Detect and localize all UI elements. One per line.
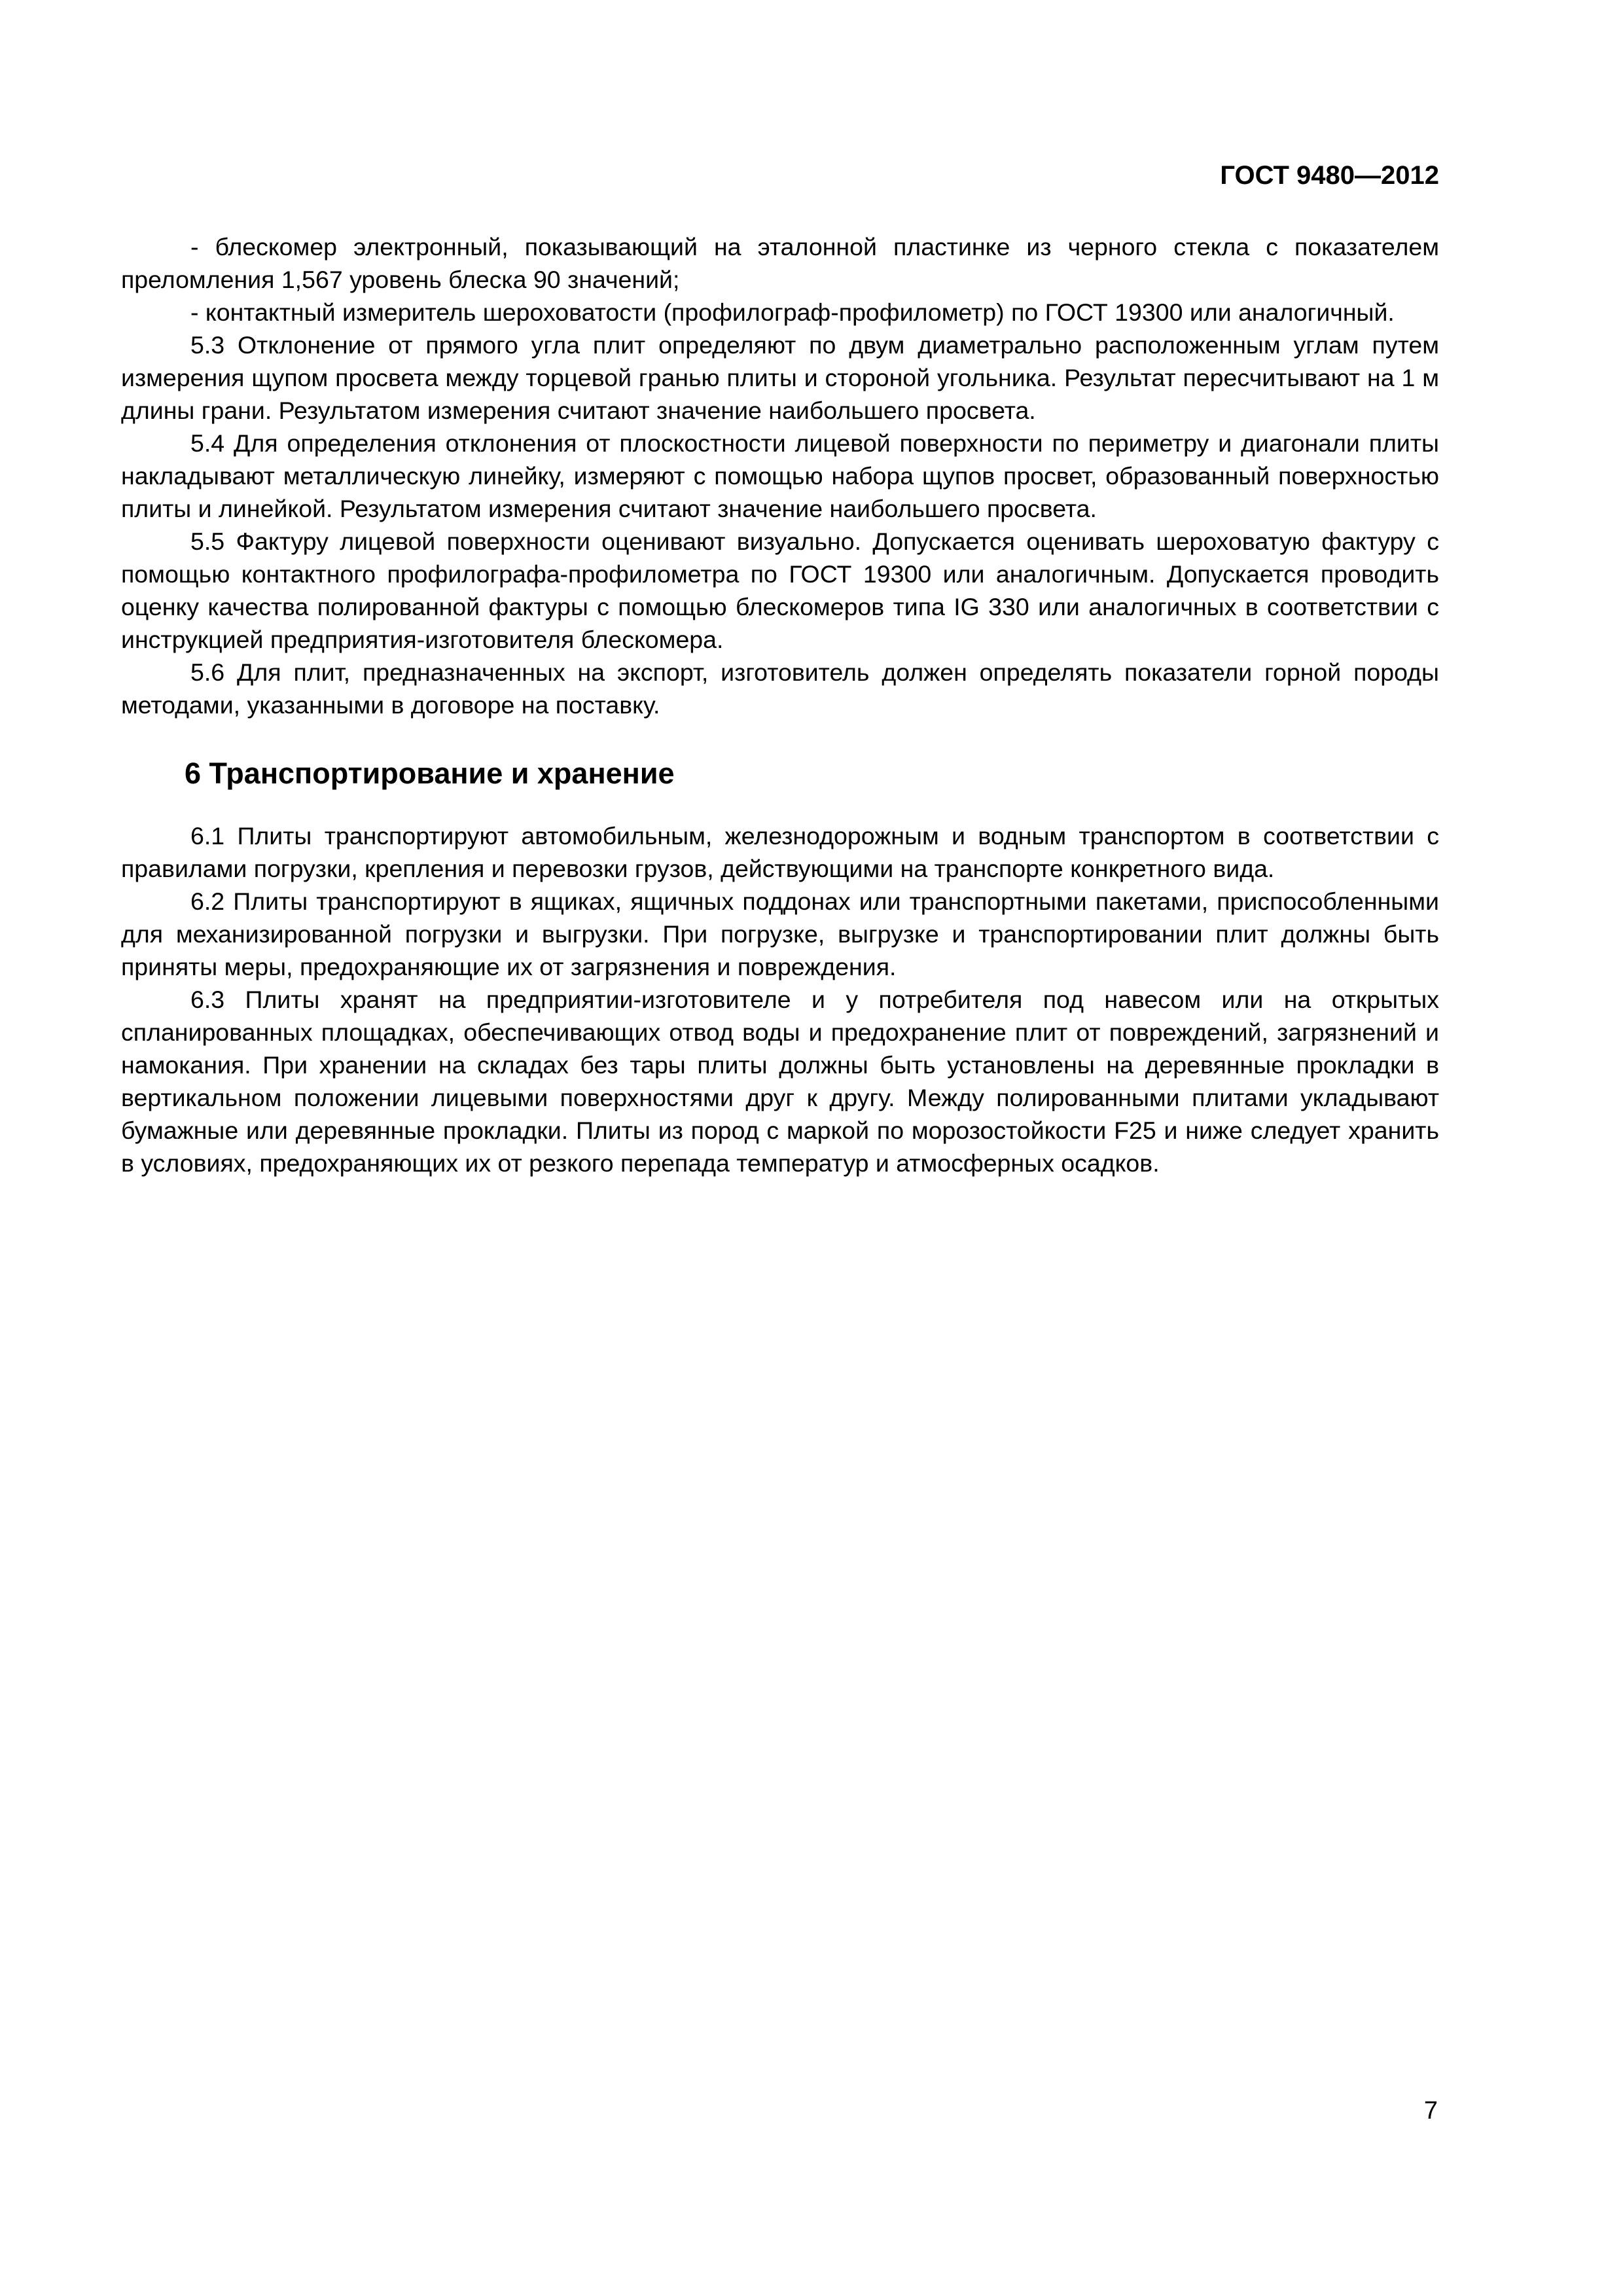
clause-5-5: 5.5 Фактуру лицевой поверхности оценивают визуально. Допускается оценивать шероховатую фактуру с помощью контактного профилографа-профилометра по ГОСТ 19300 или аналогичным. Допускается проводить оценку качества полированной фактуры с помощью блескомеров типа IG 330 или аналогичных в соответствии с инструкцией предприятия-изготовителя блескомера. (121, 528, 1439, 653)
clause-5-4: 5.4 Для определения отклонения от плоскостности лицевой поверхности по периметру и диагонали плиты накладывают металлическую линейку, измеряют с помощью набора щупов просвет, образованный поверхностью плиты и линейкой. Результатом измерения считают значение наибольшего просвета. (121, 429, 1439, 522)
section-6-heading: 6 Транспортирование и хранение (185, 757, 675, 790)
clause-6-2: 6.2 Плиты транспортируют в ящиках, ящичных поддонах или транспортными пакетами, приспособленными для механизированной погрузки и выгрузки. При погрузке, выгрузке и транспортировании плит должны быть приняты меры, предохраняющие их от загрязнения и повреждения. (121, 888, 1439, 980)
list-item-glossmeter: - блескомер электронный, показывающий на эталонной пластинке из черного стекла с показателем преломления 1,567 уровень блеска 90 значений; (121, 233, 1439, 293)
page-number: 7 (1423, 2097, 1438, 2125)
document-body (121, 230, 1439, 1179)
clause-5-3: 5.3 Отклонение от прямого угла плит определяют по двум диаметрально расположенным углам путем измерения щупом просвета между торцевой гранью плиты и стороной угольника. Результат пересчитывают на 1 м длины грани. Результатом измерения считают значение наибольшего просвета. (121, 331, 1439, 424)
clause-6-1: 6.1 Плиты транспортируют автомобильным, железнодорожным и водным транспортом в соответствии с правилами погрузки, крепления и перевозки грузов, действующими на транспорте конкретного вида. (121, 822, 1439, 882)
clause-5-6: 5.6 Для плит, предназначенных на экспорт, изготовитель должен определять показатели горной породы методами, указанными в договоре на поставку. (121, 658, 1439, 719)
document-code-header: ГОСТ 9480—2012 (1220, 161, 1439, 190)
list-item-roughness-meter: - контактный измеритель шероховатости (профилограф-профилометр) по ГОСТ 19300 или аналогичный. (190, 298, 1395, 326)
clause-6-3: 6.3 Плиты хранят на предприятии-изготовителе и у потребителя под навесом или на открытых спланированных площадках, обеспечивающих отвод воды и предохранение плит от повреждений, загрязнений и намокания. При хранении на складах без тары плиты должны быть установлены на деревянные прокладки в вертикальном положении лицевыми поверхностями друг к другу. Между полированными плитами укладывают бумажные или деревянные прокладки. Плиты из пород с маркой по морозостойкости F25 и ниже следует хранить в условиях, предохраняющих их от резкого перепада температур и атмосферных осадков. (121, 986, 1439, 1177)
